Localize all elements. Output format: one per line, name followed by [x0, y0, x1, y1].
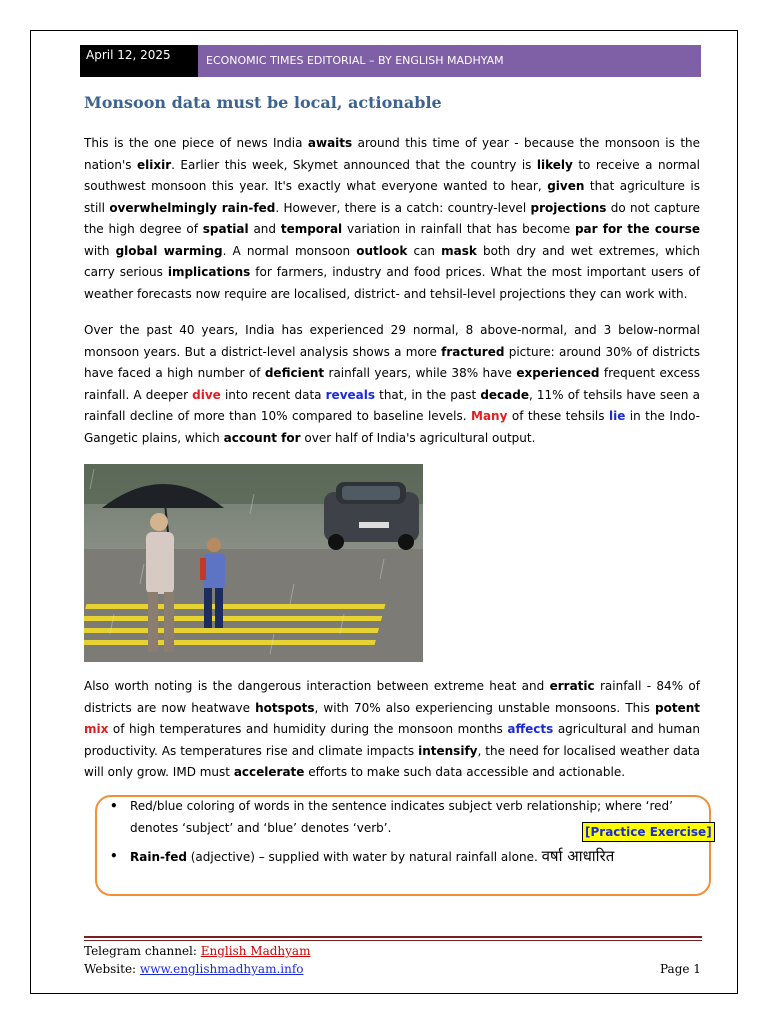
- website-label: Website:: [84, 962, 140, 976]
- bold-word: intensify: [418, 743, 478, 758]
- text: that, in the past: [375, 387, 481, 402]
- paragraph-2: [84, 320, 700, 449]
- bold-word: erratic: [549, 679, 595, 693]
- text: Over the past 40 years, India has experienced 29 normal, 8 above-normal, and 3 below-normal monsoon years. But a district-level analysis shows a more: [84, 323, 700, 359]
- text: of these tehsils: [507, 409, 609, 423]
- bullet: •: [110, 799, 118, 813]
- text: in the Indo-Gangetic plains, which: [84, 409, 700, 445]
- bullet: •: [110, 849, 118, 863]
- text: . Earlier this week, Skymet announced that the country is: [171, 157, 537, 172]
- header-title: ECONOMIC TIMES EDITORIAL – BY ENGLISH MADHYAM: [198, 45, 701, 77]
- text: efforts to make such data accessible and actionable.: [304, 765, 626, 779]
- paragraph-1: [84, 133, 700, 305]
- bold-word: potent: [655, 700, 700, 715]
- text: that agriculture is still: [84, 179, 700, 215]
- bold-word: temporal: [280, 222, 343, 236]
- verb-word: reveals: [325, 387, 376, 402]
- note-text: Red/blue coloring of words in the sentence indicates subject verb relationship; where ‘red’ denotes ‘subject’ and ‘blue’ denotes ‘verb’.: [130, 799, 673, 835]
- text: . However, there is a catch: country-level: [275, 200, 531, 215]
- text: , the need for localised weather data will only grow. IMD must: [84, 743, 700, 779]
- text: around this time of year - because the monsoon is the nation's: [84, 136, 701, 172]
- bold-word: deficient: [264, 366, 325, 380]
- subject-word: Many: [471, 409, 508, 423]
- bold-word: account for: [223, 430, 301, 445]
- text: for farmers, industry and food prices. What the most important users of weather forecasts now require are localised, district- and tehsil-level projections they can work with.: [84, 265, 700, 301]
- text: of high temperatures and humidity during the monsoon months: [108, 722, 508, 736]
- website-link[interactable]: www.englishmadhyam.info: [139, 962, 304, 976]
- text: Also worth noting is the dangerous interaction between extreme heat and: [84, 679, 550, 693]
- bold-word: elixir: [136, 157, 172, 172]
- bold-word: given: [547, 179, 585, 193]
- bold-word: overwhelmingly rain-fed: [109, 200, 276, 215]
- bold-word: outlook: [356, 243, 408, 258]
- bold-word: hotspots: [255, 700, 315, 715]
- page-number: Page 1: [660, 962, 701, 976]
- bold-word: spatial: [202, 222, 249, 236]
- text: frequent excess rainfall. A deeper: [84, 366, 701, 402]
- bold-word: global warming: [115, 243, 223, 258]
- bold-word: mask: [441, 243, 477, 258]
- text: . A normal monsoon: [222, 243, 357, 258]
- telegram-label: Telegram channel:: [84, 944, 201, 958]
- text: can: [407, 243, 442, 258]
- text: rainfall years, while 38% have: [324, 366, 517, 380]
- text: rainfall - 84% of districts are now heatwave: [84, 679, 700, 715]
- bold-word: fractured: [441, 344, 505, 359]
- header-date: April 12, 2025: [80, 45, 198, 77]
- subject-word: dive: [192, 387, 221, 402]
- vocab-definition: (adjective) – supplied with water by natural rainfall alone.: [186, 850, 542, 864]
- bold-word: accelerate: [233, 765, 305, 779]
- bold-word: decade: [480, 387, 529, 402]
- verb-word: affects: [507, 722, 554, 736]
- vocab-hindi: वर्षा आधारित: [541, 847, 615, 865]
- note-text: [130, 846, 705, 869]
- text: agricultural and human productivity. As temperatures rise and climate impacts: [84, 722, 701, 758]
- text: do not capture the high degree of: [84, 200, 700, 236]
- bold-word: projections: [530, 200, 607, 215]
- text: , with 70% also experiencing unstable monsoons. This: [314, 700, 655, 715]
- text: to receive a normal southwest monsoon this year. It's exactly what everyone wanted to hear,: [84, 157, 701, 193]
- text: This is the one piece of news India: [84, 136, 308, 150]
- vocab-word: Rain-fed: [130, 850, 187, 864]
- bold-word: experienced: [516, 366, 600, 380]
- text: with: [84, 243, 116, 258]
- text: both dry and wet extremes, which carry serious: [84, 243, 700, 279]
- bold-word: implications: [167, 265, 251, 279]
- bold-word: likely: [536, 157, 573, 172]
- verb-word: lie: [608, 409, 626, 423]
- bold-word: awaits: [307, 136, 353, 150]
- footer-telegram: [84, 944, 310, 958]
- footer-divider: [84, 940, 702, 941]
- headline: Monsoon data must be local, actionable: [84, 93, 442, 112]
- footer-divider: [84, 936, 702, 938]
- footer-website: [84, 962, 304, 976]
- text: , 11% of tehsils have seen a rainfall decline of more than 10% compared to baseline levels.: [84, 387, 700, 423]
- monsoon-photo: [84, 464, 423, 662]
- practice-exercise-label: [Practice Exercise]: [582, 822, 715, 842]
- subject-word: mix: [84, 722, 109, 736]
- telegram-link[interactable]: English Madhyam: [200, 944, 311, 958]
- text: over half of India's agricultural output.: [300, 430, 536, 445]
- text: variation in rainfall that has become: [342, 222, 575, 236]
- paragraph-3: [84, 676, 700, 784]
- bold-word: par for the course: [574, 222, 700, 236]
- text: and: [248, 222, 281, 236]
- text: into recent data: [220, 387, 326, 402]
- text: picture: around 30% of districts have faced a high number of: [84, 344, 700, 380]
